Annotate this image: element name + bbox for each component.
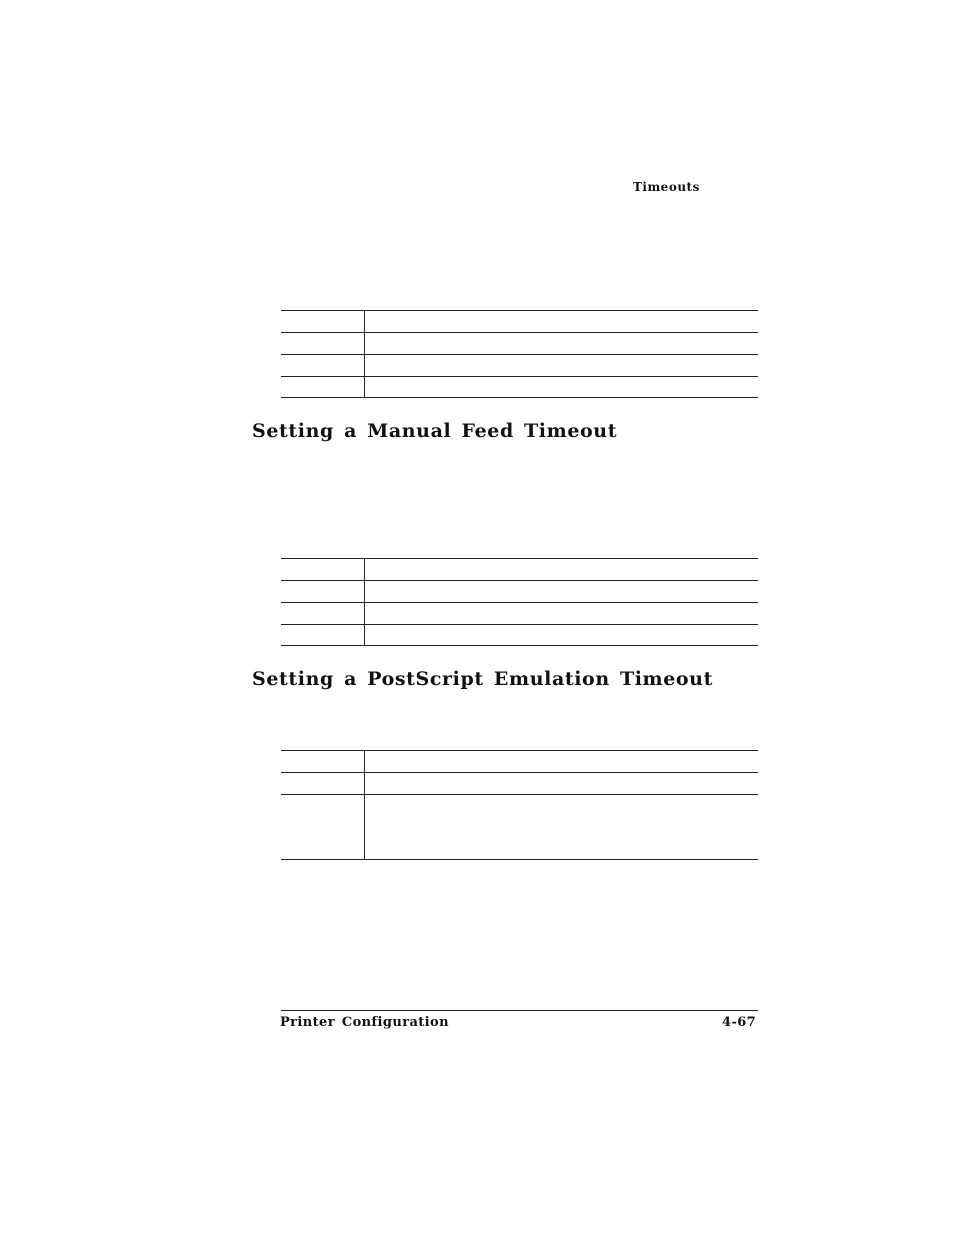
table-cell-value <box>365 311 758 332</box>
table-cell-value <box>365 355 758 376</box>
table-cell-label <box>281 751 365 772</box>
table-cell-value <box>365 333 758 354</box>
table-cell-label <box>281 581 365 602</box>
table-cell-value <box>365 603 758 624</box>
table-row <box>281 376 758 397</box>
table-cell-value <box>365 581 758 602</box>
table-cell-value <box>365 625 758 645</box>
table-cell-label <box>281 355 365 376</box>
section-heading-postscript-emulation-timeout: Setting a PostScript Emulation Timeout <box>252 668 713 690</box>
settings-table-1 <box>281 310 758 398</box>
table-cell-label <box>281 559 365 580</box>
footer-chapter-title: Printer Configuration <box>280 1015 449 1030</box>
table-row <box>281 354 758 376</box>
footer-page-number: 4-67 <box>722 1015 757 1030</box>
table-cell-value <box>365 795 758 859</box>
table-row <box>281 602 758 624</box>
table-cell-value <box>365 773 758 794</box>
table-cell-label <box>281 311 365 332</box>
table-row <box>281 310 758 332</box>
section-heading-manual-feed-timeout: Setting a Manual Feed Timeout <box>252 420 618 442</box>
table-cell-label <box>281 773 365 794</box>
table-cell-label <box>281 603 365 624</box>
table-cell-label <box>281 795 365 859</box>
table-row <box>281 332 758 354</box>
table-cell-label <box>281 333 365 354</box>
table-cell-value <box>365 377 758 397</box>
settings-table-2 <box>281 558 758 646</box>
table-cell-value <box>365 751 758 772</box>
footer-divider <box>281 1010 758 1011</box>
table-row <box>281 624 758 645</box>
table-row <box>281 750 758 772</box>
table-cell-label <box>281 625 365 645</box>
table-row <box>281 794 758 859</box>
table-cell-label <box>281 377 365 397</box>
table-row <box>281 772 758 794</box>
table-row <box>281 558 758 580</box>
table-cell-value <box>365 559 758 580</box>
running-header: Timeouts <box>633 180 700 194</box>
table-row <box>281 580 758 602</box>
settings-table-3 <box>281 750 758 860</box>
